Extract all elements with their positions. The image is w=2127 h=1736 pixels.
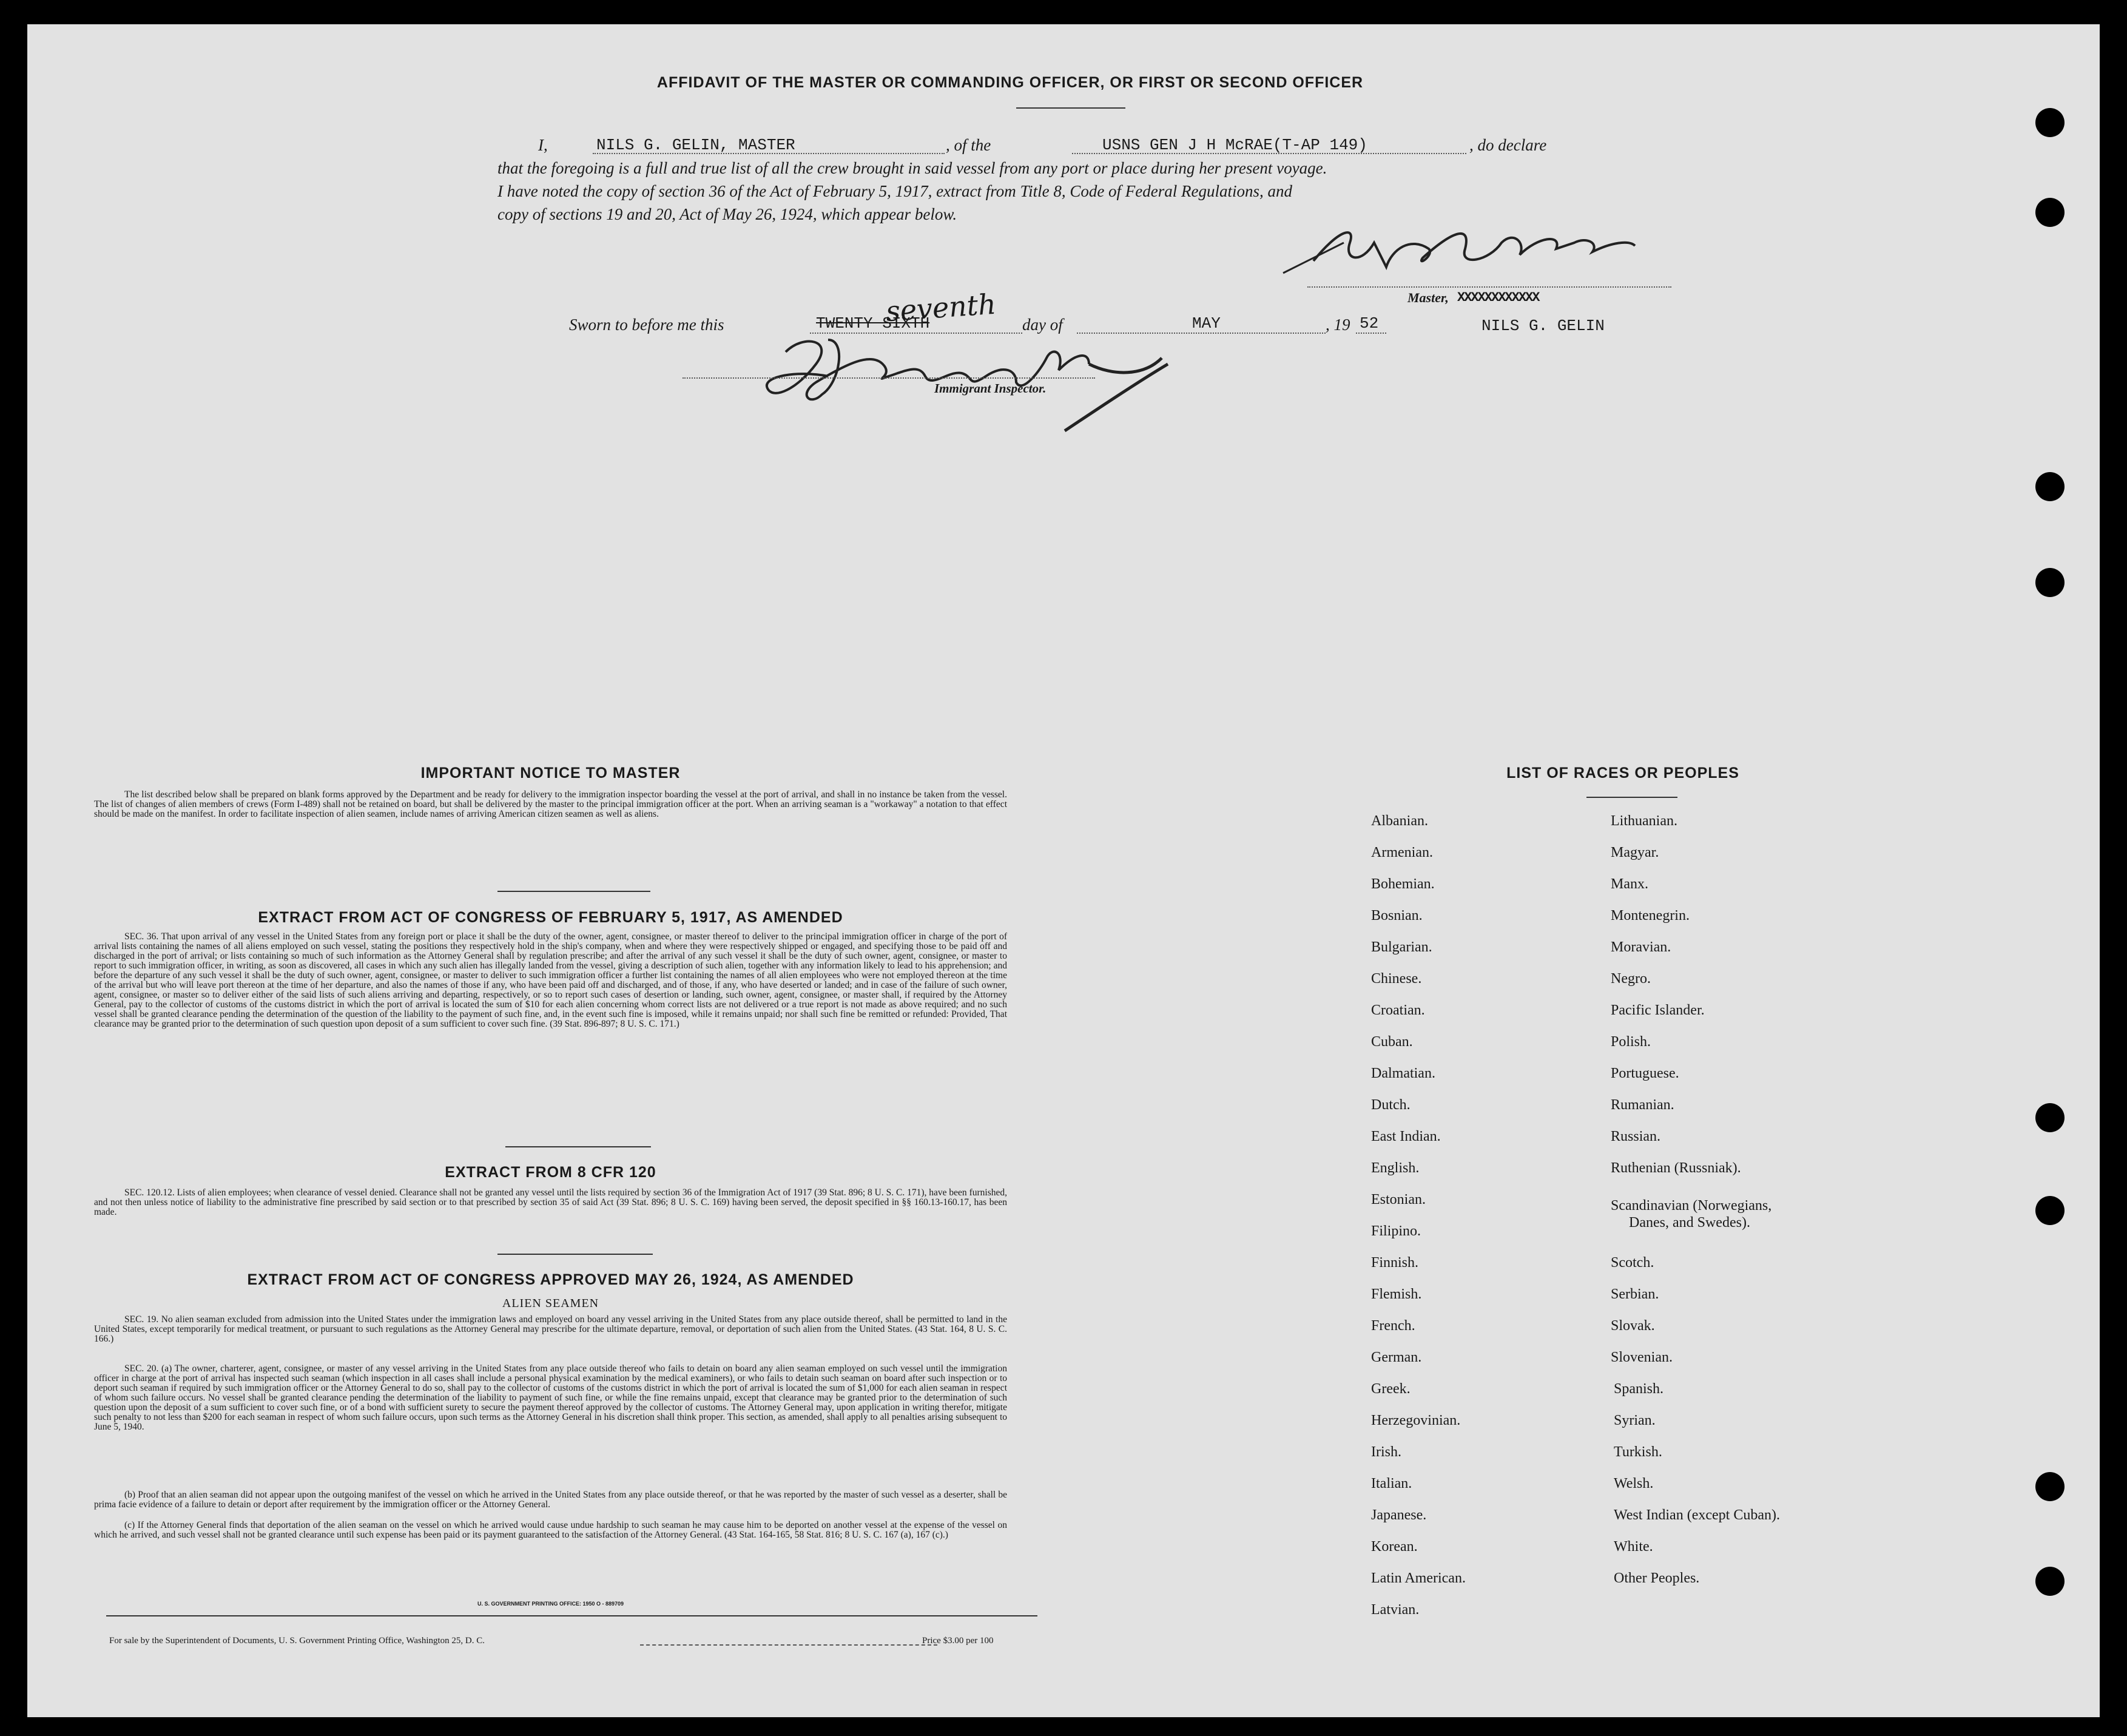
extract-1924-sec20a: SEC. 20. (a) The owner, charterer, agent, consignee, or master of any vessel arriving in the United States from any place outside thereof who fails to detain on board any alien seaman employed on such vessel until the immigration officer in charge at the port of arrival has inspected such seaman (which inspection in all cases shall include a personal physical examination by the medical examiners), or who fails to detain such seaman on board after such inspection or to deport such seaman if required by such immigration officer or the Attorney General to do so, shall pay to the collector of customs of the customs district in which the port of arrival is located the sum of $1,000 for each alien seaman in respect of whom such failure occurs. No vessel shall be granted clearance pending the determination of the liability to payment of such fine, or while the fine remains unpaid, except that clearance may be granted prior to the determination of such question upon the deposit of a sum sufficient to cover such fine, or of a bond with sufficient surety to secure the payment thereof approved by the collector of customs. The Attorney General may, upon application in writing therefor, mitigate such penalty to not less than $200 for each seaman in respect of whom such failure occurs, upon such terms as the Attorney General in his discretion shall think proper. This section, as amended, shall apply to all penalties arising subsequent to June 5, 1940. xyxy=(94,1363,1007,1432)
extract-cfr-body: SEC. 120.12. Lists of alien employees; when clearance of vessel denied. Clearance shall not be granted any vessel until the lists required by section 36 of the Immigration Act of 1917 (39 Stat. 896; 8 U. S. C. 171), have been furnished, and not then unless notice of liability to the administrative fine prescribed by said section or to that prescribed by section 35 of said Act (39 Stat. 896; 8 U. S. C. 169) having been served, the deposit specified in §§ 160.13-160.17, has been made. xyxy=(94,1187,1007,1217)
notice-title: IMPORTANT NOTICE TO MASTER xyxy=(420,765,681,782)
master-label: Master, xyxy=(1407,290,1449,305)
race-item: Polish. xyxy=(1611,1034,1651,1050)
race-item: Bulgarian. xyxy=(1371,939,1432,955)
race-item: West Indian (except Cuban). xyxy=(1614,1507,1780,1523)
race-item: Dutch. xyxy=(1371,1097,1411,1113)
race-item: Negro. xyxy=(1611,971,1651,987)
race-item: Moravian. xyxy=(1611,939,1671,955)
races-title: LIST OF RACES OR PEOPLES xyxy=(1506,765,1739,782)
race-item: Scotch. xyxy=(1611,1255,1654,1271)
vessel-name: USNS GEN J H McRAE(T-AP 149) xyxy=(1102,136,1367,154)
race-item: Greek. xyxy=(1371,1381,1411,1397)
race-item: Bosnian. xyxy=(1371,908,1423,924)
race-item: White. xyxy=(1614,1539,1653,1555)
extract-1917-title: EXTRACT FROM ACT OF CONGRESS OF FEBRUARY 5, 1917, AS AMENDED xyxy=(258,909,843,926)
race-item: Croatian. xyxy=(1371,1002,1425,1018)
punch-hole xyxy=(2035,472,2065,501)
affidavit-line3: I have noted the copy of section 36 of the Act of February 5, 1917, extract from Title 8, Code of Federal Regulations, and xyxy=(497,182,1293,200)
race-item: English. xyxy=(1371,1160,1420,1176)
race-item: Japanese. xyxy=(1371,1507,1427,1523)
master-name: NILS G. GELIN, MASTER xyxy=(596,136,795,154)
punch-hole xyxy=(2035,1103,2065,1132)
punch-hole xyxy=(2035,1196,2065,1225)
race-item: Lithuanian. xyxy=(1611,813,1677,829)
race-item: Welsh. xyxy=(1614,1476,1654,1491)
races-rule xyxy=(1586,797,1677,798)
race-item: Montenegrin. xyxy=(1611,908,1690,924)
sworn-month: MAY xyxy=(1192,314,1221,333)
sworn-label: Sworn to before me this xyxy=(569,316,724,334)
extract-cfr-title: EXTRACT FROM 8 CFR 120 xyxy=(445,1164,656,1181)
extract-cfr-rule xyxy=(497,1254,653,1255)
punch-hole xyxy=(2035,1567,2065,1596)
race-item: Armenian. xyxy=(1371,845,1433,860)
extract-1924-title: EXTRACT FROM ACT OF CONGRESS APPROVED MAY 26, 1924, AS AMENDED xyxy=(247,1271,854,1288)
affidavit-line2: that the foregoing is a full and true list of all the crew brought in said vessel from any port or place during her present voyage. xyxy=(497,159,1327,177)
footer-left: For sale by the Superintendent of Documents, U. S. Government Printing Office, Washington 25, D. C. xyxy=(109,1636,485,1646)
race-item: Italian. xyxy=(1371,1476,1412,1491)
title-rule xyxy=(1016,107,1125,109)
race-item: Magyar. xyxy=(1611,845,1659,860)
race-item: Turkish. xyxy=(1614,1444,1662,1460)
sworn-day-handwritten: seventh xyxy=(885,287,997,328)
punch-hole xyxy=(2035,1472,2065,1501)
notice-body: The list described below shall be prepared on blank forms approved by the Department and be ready for delivery to the immigration inspector boarding the vessel at the port of arrival, and shall in no instance be taken from the vessel. The list of changes of alien members of crews (Form I-489) shall not be retained on board, but shall be delivered by the master to the principal immigration officer at the port. When an arriving seaman is a "workaway" a notation to that effect should be made on the manifest. In order to facilitate inspection of alien seamen, include names of arriving American citizen seamen as well as aliens. xyxy=(94,789,1007,819)
day-of-label: day of xyxy=(1022,316,1063,334)
race-item: Slovenian. xyxy=(1611,1349,1673,1365)
extract-1917-rule xyxy=(505,1146,651,1147)
race-item: Finnish. xyxy=(1371,1255,1419,1271)
race-item: Herzegovinian. xyxy=(1371,1413,1461,1428)
race-item: Portuguese. xyxy=(1611,1066,1679,1081)
affidavit-title: AFFIDAVIT OF THE MASTER OR COMMANDING OFFICER, OR FIRST OR SECOND OFFICER xyxy=(656,74,1364,91)
race-item: Latin American. xyxy=(1371,1570,1466,1586)
year-prefix: , 19 xyxy=(1326,316,1350,334)
race-item: East Indian. xyxy=(1371,1129,1441,1144)
affidavit-line4: copy of sections 19 and 20, Act of May 26, 1924, which appear below. xyxy=(497,205,957,223)
race-item: Irish. xyxy=(1371,1444,1401,1460)
race-item: Serbian. xyxy=(1611,1286,1659,1302)
race-item: Albanian. xyxy=(1371,813,1428,829)
race-item: Spanish. xyxy=(1614,1381,1664,1397)
race-item: Flemish. xyxy=(1371,1286,1422,1302)
race-item: Estonian. xyxy=(1371,1192,1426,1207)
race-item: Filipino. xyxy=(1371,1223,1421,1239)
footer-right: Price $3.00 per 100 xyxy=(922,1636,994,1646)
race-item: Dalmatian. xyxy=(1371,1066,1435,1081)
race-item: Bohemian. xyxy=(1371,876,1435,892)
extract-1924-subtitle: ALIEN SEAMEN xyxy=(502,1297,599,1310)
affidavit-i: I, xyxy=(538,136,548,154)
master-signature-line xyxy=(1307,286,1671,288)
extract-1917-body: SEC. 36. That upon arrival of any vessel in the United States from any foreign port or place it shall be the duty of the owner, agent, consignee, or master thereof to deliver to the principal immigration officer in charge of the port of arrival lists containing the names of all aliens employed on such vessel, stating the positions they respectively hold in the ship's company, when and where they were respectively shipped or engaged, and specifying those to be paid off and discharged in the port of arrival; or lists containing so much of such information as the Attorney General shall by regulation prescribe; and after the arrival of any such vessel it shall be the duty of such owner, agent, consignee, or master to report to such immigration officer, in writing, as soon as discovered, all cases in which any such alien has illegally landed from the vessel, giving a description of such alien, together with any information likely to lead to his apprehension; and before the departure of any such vessel it shall be the duty of such owner, agent, consignee, or master to deliver to such immigration officer a further list containing the names of all alien employees who were not employed thereon at the time of the arrival but who will leave port thereon at the time of her departure, and also the names of those if any, who have been paid off and discharged, and of those, if any, who have deserted or landed; and in case of the failure of such owner, agent, consignee, or master so to deliver either of the said lists of such aliens arriving and departing, respectively, or so to report such cases of desertion or landing, such owner, agent, consignee, or master shall, if required by the Attorney General, pay to the collector of customs of the customs district in which the port of arrival is located the sum of $10 for each alien concerning whom correct lists are not delivered or a true report is not made as above required; and no such vessel shall be granted clearance pending the determination of the question of the liability to the payment of such fine, and, in the event such fine is imposed, while it remains unpaid; nor shall such fine be remitted or refunded: Provided, That clearance may be granted prior to the determination of such question upon deposit of a sum sufficient to cover such fine. (39 Stat. 896-897; 8 U. S. C. 171.) xyxy=(94,931,1007,1029)
punch-hole xyxy=(2035,108,2065,137)
year-line xyxy=(1356,333,1386,334)
struck-title: XXXXXXXXXXXX xyxy=(1457,290,1539,305)
of-the-label: , of the xyxy=(946,136,991,154)
race-item: Russian. xyxy=(1611,1129,1661,1144)
typed-master-name: NILS G. GELIN xyxy=(1481,317,1605,335)
race-item: Slovak. xyxy=(1611,1318,1655,1334)
race-item: Scandinavian (Norwegians, xyxy=(1611,1198,1772,1214)
master-signature xyxy=(1271,206,1696,291)
race-item: Danes, and Swedes). xyxy=(1629,1215,1750,1231)
name-line xyxy=(593,153,945,154)
sworn-day-typed: TWENTY SIXTH xyxy=(816,314,930,333)
race-item: Manx. xyxy=(1611,876,1648,892)
do-declare-label: , do declare xyxy=(1469,136,1547,154)
footer-dots xyxy=(640,1644,937,1646)
race-item: Chinese. xyxy=(1371,971,1422,987)
race-item: Rumanian. xyxy=(1611,1097,1674,1113)
affidavit-line1 xyxy=(538,136,1679,157)
vessel-line xyxy=(1072,153,1466,154)
race-item: Cuban. xyxy=(1371,1034,1413,1050)
sworn-year: 52 xyxy=(1360,314,1379,333)
printing-office-note: U. S. GOVERNMENT PRINTING OFFICE: 1950 O - 889709 xyxy=(477,1601,624,1607)
race-item: Syrian. xyxy=(1614,1413,1656,1428)
race-item: Other Peoples. xyxy=(1614,1570,1700,1586)
document-page xyxy=(27,24,2100,1717)
extract-1924-sec20b: (b) Proof that an alien seaman did not appear upon the outgoing manifest of the vessel on which he arrived in the United States from any place outside thereof, or that he was reported by the master of such vessel as a deserter, shall be prima facie evidence of a failure to detain or deport after requirement by the immigration officer or the Attorney General. xyxy=(94,1490,1007,1510)
race-item: German. xyxy=(1371,1349,1422,1365)
race-item: Ruthenian (Russniak). xyxy=(1611,1160,1741,1176)
extract-1924-sec20c: (c) If the Attorney General finds that deportation of the alien seaman on the vessel on which he arrived would cause undue hardship to such seaman he may cause him to be deported on another vessel at the expense of the vessel on which he arrived, and such vessel shall not be granted clearance until such expense has been paid or its payment guaranteed to the satisfaction of the Attorney General. (43 Stat. 164-165, 58 Stat. 816; 8 U. S. C. 167 (a), 167 (c).) xyxy=(94,1520,1007,1540)
race-item: French. xyxy=(1371,1318,1415,1334)
inspector-signature-line xyxy=(683,377,1095,379)
race-item: Korean. xyxy=(1371,1539,1418,1555)
footer-rule xyxy=(106,1615,1037,1616)
punch-hole xyxy=(2035,568,2065,597)
extract-1924-sec19: SEC. 19. No alien seaman excluded from admission into the United States under the immigration laws and employed on board any vessel arriving in the United States from any place outside thereof, shall be permitted to land in the United States, except temporarily for medical treatment, or pursuant to such regulations as the Attorney General may prescribe for the ultimate departure, removal, or deportation of such alien from the United States. (43 Stat. 164, 8 U. S. C. 166.) xyxy=(94,1314,1007,1344)
inspector-label: Immigrant Inspector. xyxy=(934,381,1047,396)
race-item: Latvian. xyxy=(1371,1602,1420,1618)
punch-hole xyxy=(2035,198,2065,227)
race-item: Pacific Islander. xyxy=(1611,1002,1705,1018)
inspector-signature xyxy=(749,316,1186,437)
